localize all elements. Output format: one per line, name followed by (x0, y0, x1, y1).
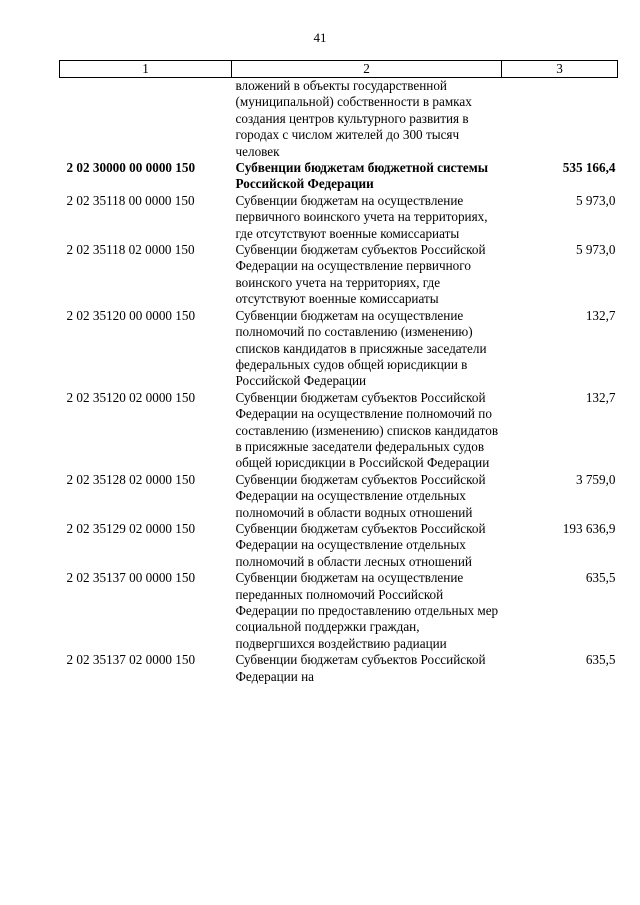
revenue-name: Субвенции бюджетам субъектов Российской Федерации на (235, 652, 486, 684)
amount: 193 636,9 (562, 520, 616, 536)
revenue-name: Субвенции бюджетам на осуществление переданных полномочий Российской Федерации по предоставлению отдельных мер социальной поддержки граждан, подвергшихся воздействию радиации (235, 570, 499, 651)
amount: 3 759,0 (575, 471, 616, 487)
table-row (60, 652, 618, 685)
amount: 5 973,0 (575, 192, 616, 208)
column-header-1: 1 (60, 61, 232, 78)
amount: 635,5 (585, 652, 616, 668)
revenue-name: Субвенции бюджетам на осуществление полномочий по составлению (изменению) списков кандидатов в присяжные заседатели федеральных судов общей юрисдикции в Российской Федерации (235, 307, 487, 389)
classification-code: 2 02 35137 00 0000 150 (66, 570, 196, 586)
revenue-name: Субвенции бюджетам на осуществление первичного воинского учета на территориях, где отсутствуют военные комиссариаты (235, 192, 488, 241)
revenue-name: вложений в объекты государственной (муниципальной) собственности в рамках создания центров культурного развития в городах с числом жителей до 300 тысяч человек (235, 78, 472, 159)
amount: 535 166,4 (562, 160, 616, 176)
table-body (60, 78, 618, 686)
table-row (60, 472, 618, 521)
revenue-name: Субвенции бюджетам субъектов Российской Федерации на осуществление первичного воинского учета на территориях, где отсутствуют военные комиссариаты (235, 242, 486, 307)
column-header-2: 2 (232, 61, 502, 78)
table-row (60, 242, 618, 308)
revenue-name: Субвенции бюджетам субъектов Российской Федерации на осуществление полномочий по составлению (изменению) списков кандидатов в присяжные заседатели федеральных судов общей юрисдикции в Российской Федерации (235, 389, 499, 471)
amount: 132,7 (585, 389, 616, 405)
amount: 132,7 (585, 307, 616, 323)
revenue-name: Субвенции бюджетам субъектов Российской Федерации на осуществление отдельных полномочий в области водных отношений (235, 471, 486, 520)
classification-code: 2 02 35137 02 0000 150 (66, 652, 196, 668)
table-row (60, 308, 618, 390)
table-row (60, 193, 618, 242)
classification-code: 2 02 35120 00 0000 150 (66, 307, 196, 323)
table-header (60, 61, 618, 78)
classification-code: 2 02 30000 00 0000 150 (66, 160, 196, 176)
revenue-name: Субвенции бюджетам бюджетной системы Российской Федерации (235, 160, 489, 192)
column-header-3: 3 (502, 61, 618, 78)
page-number: 41 (313, 30, 327, 45)
classification-code: 2 02 35118 02 0000 150 (66, 242, 195, 258)
classification-code: 2 02 35128 02 0000 150 (66, 471, 196, 487)
classification-code (60, 78, 232, 161)
table-row-total (60, 160, 618, 193)
amount: 5 973,0 (575, 242, 616, 258)
budget-revenue-table (59, 60, 618, 685)
table-row (60, 390, 618, 472)
classification-code: 2 02 35129 02 0000 150 (66, 520, 196, 536)
amount (502, 78, 618, 161)
classification-code: 2 02 35120 02 0000 150 (66, 389, 196, 405)
classification-code: 2 02 35118 00 0000 150 (66, 192, 195, 208)
amount: 635,5 (585, 570, 616, 586)
table-row (60, 521, 618, 570)
table-row (60, 570, 618, 652)
revenue-name: Субвенции бюджетам субъектов Российской Федерации на осуществление отдельных полномочий в области лесных отношений (235, 520, 486, 569)
table-row (60, 78, 618, 161)
